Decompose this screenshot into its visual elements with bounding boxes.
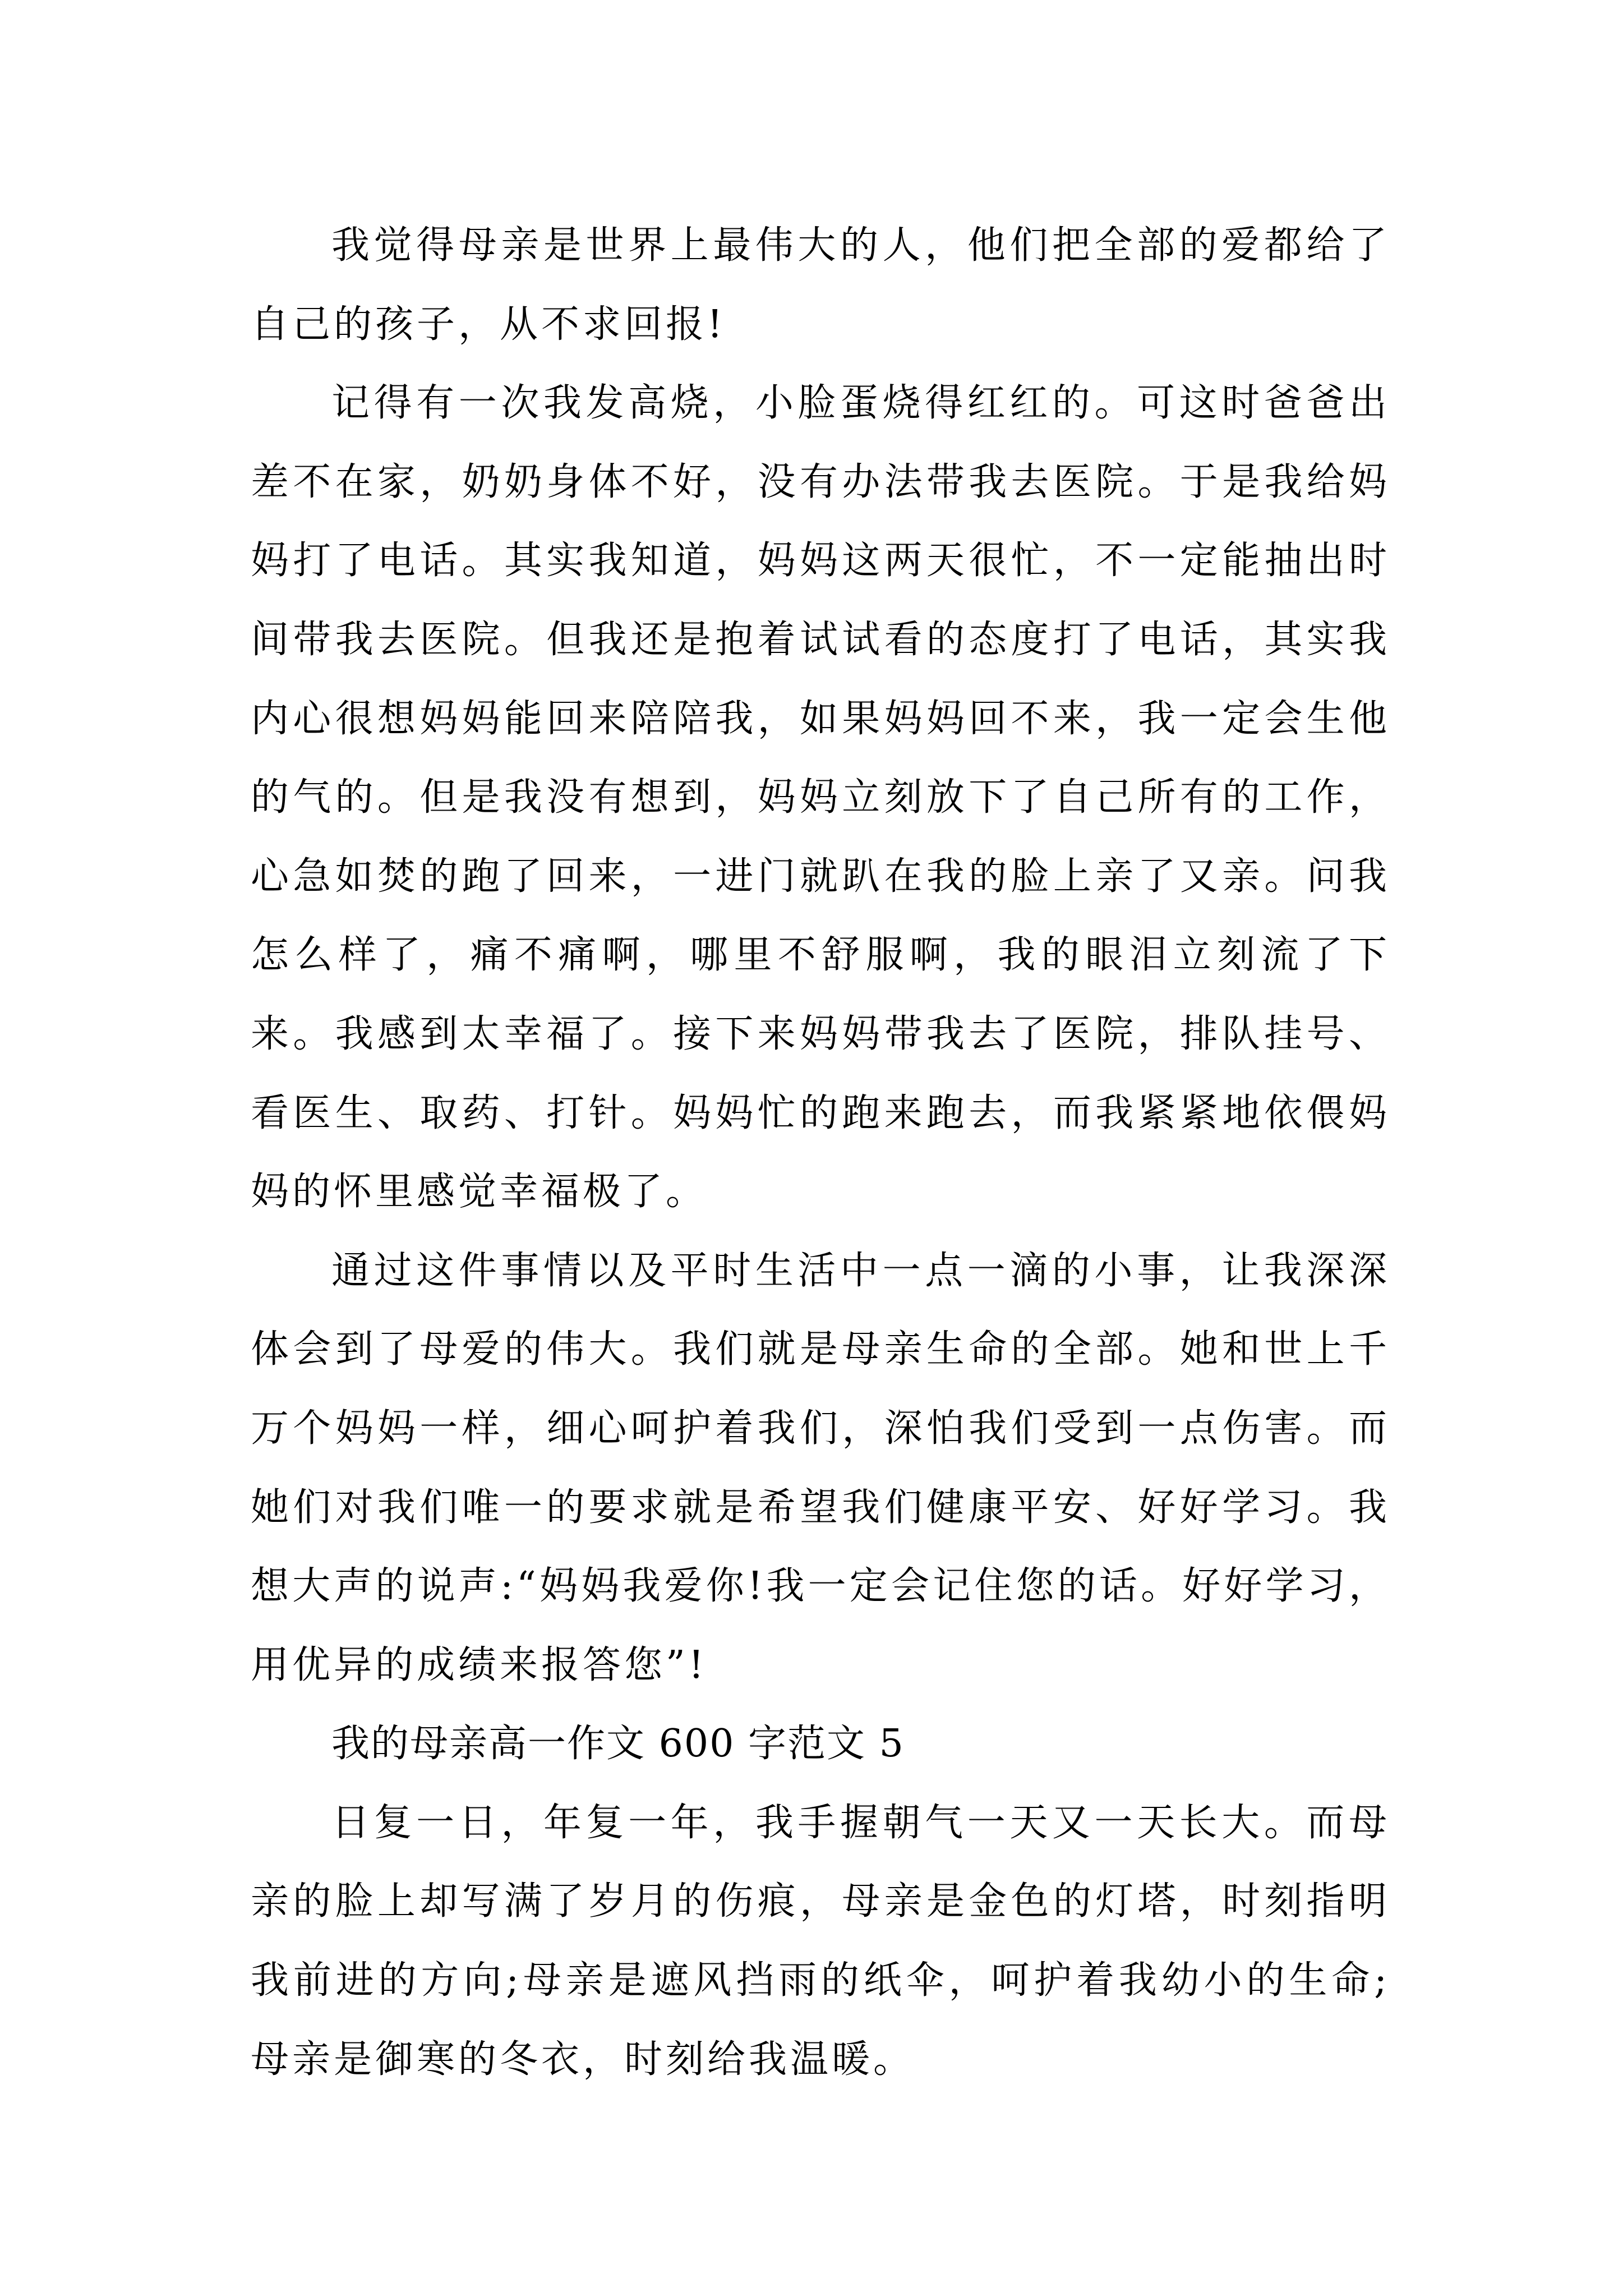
paragraph-day-after-day: 日复一日，年复一年，我手握朝气一天又一天长大。而母亲的脸上却写满了岁月的伤痕，母亲是金色的灯塔，时刻指明我前进的方向;母亲是遮风挡雨的纸伞，呵护着我幼小的生命;母亲是御寒的冬衣，时刻给我温暖。 [251,1800,1390,2082]
paragraph-fever-story: 记得有一次我发高烧，小脸蛋烧得红红的。可这时爸爸出差不在家，奶奶身体不好，没有办法带我去医院。于是我给妈妈打了电话。其实我知道，妈妈这两天很忙，不一定能抽出时间带我去医院。但我还是抱着试试看的态度打了电话，其实我内心很想妈妈能回来陪陪我，如果妈妈回不来，我一定会生他的气的。但是我没有想到，妈妈立刻放下了自己所有的工作，心急如焚的跑了回来，一进门就趴在我的脸上亲了又亲。问我怎么样了，痛不痛啊，哪里不舒服啊，我的眼泪立刻流了下来。我感到太幸福了。接下来妈妈带我去了医院，排队挂号、看医生、取药、打针。妈妈忙的跑来跑去，而我紧紧地依偎妈妈的怀里感觉幸福极了。 [251,381,1390,1214]
document-body [251,206,1390,2099]
essay-heading: 我的母亲高一作文 600 字范文 5 [331,1722,905,1766]
paragraph-mother-greatest: 我觉得母亲是世界上最伟大的人，他们把全部的爱都给了自己的孩子，从不求回报! [251,223,1390,347]
paragraph-mother-love: 通过这件事情以及平时生活中一点一滴的小事，让我深深体会到了母爱的伟大。我们就是母亲生命的全部。她和世上千万个妈妈一样，细心呵护着我们，深怕我们受到一点伤害。而她们对我们唯一的要求就是希望我们健康平安、好好学习。我想大声的说声:“妈妈我爱你!我一定会记住您的话。好好学习，用优异的成绩来报答您”! [251,1248,1390,1687]
